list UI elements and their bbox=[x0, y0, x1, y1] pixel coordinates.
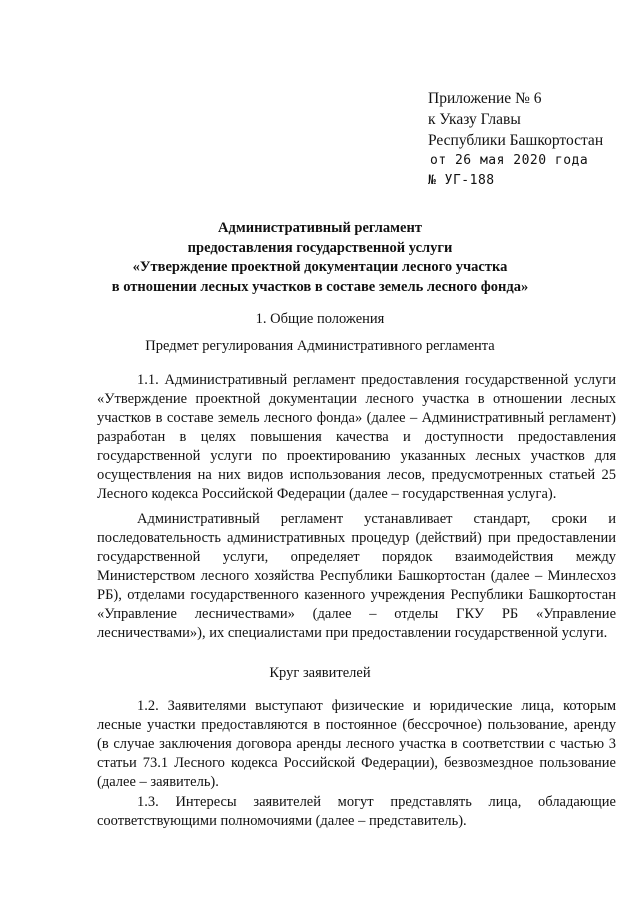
title-line-2: предоставления государственной услуги bbox=[187, 239, 453, 256]
appendix-block bbox=[428, 88, 628, 191]
document-title bbox=[40, 219, 600, 297]
subheading-applicants: Круг заявителей bbox=[269, 665, 371, 681]
paragraph-1-3: 1.3. Интересы заявителей могут представлять лица, обладающие соответствующими полномочиями (далее – представитель). bbox=[97, 794, 616, 829]
paragraph-1-2: 1.2. Заявителями выступают физические и юридические лица, которым лесные участки предоставляются в постоянное (бессрочное) пользование, аренду (в случае заключения договора аренды лесного участка в соответствии с частью 3 статьи 73.1 Лесного кодекса Российской Федерации), безвозмездное пользование (далее – заявитель). bbox=[97, 698, 616, 790]
paragraph-1-1-continued: Административный регламент устанавливает стандарт, сроки и последовательность административных процедур (действий) при предоставлении государственной услуги, определяет порядок взаимодействия между Министерством лесного хозяйства Республики Башкортостан (далее – Минлесхоз РБ), отделами государственного казенного учреждения Республики Башкортостан «Управление лесничествами» (далее – отделы ГКУ РБ «Управление лесничествами»), их специалистами при предоставлении государственной услуги. bbox=[97, 511, 616, 641]
decree-date: от 26 мая 2020 года bbox=[430, 153, 589, 168]
title-line-3: «Утверждение проектной документации лесного участка bbox=[132, 259, 508, 275]
decree-number: № УГ-188 bbox=[428, 173, 495, 188]
appendix-to-decree: к Указу Главы bbox=[428, 111, 521, 128]
appendix-number: Приложение № 6 bbox=[428, 90, 542, 107]
title-line-1: Административный регламент bbox=[218, 220, 422, 236]
subheading-subject: Предмет регулирования Административного регламента bbox=[145, 338, 495, 354]
section-heading: 1. Общие положения bbox=[255, 311, 385, 327]
appendix-republic: Республики Башкортостан bbox=[428, 132, 604, 149]
paragraph-1-1: 1.1. Административный регламент предоставления государственной услуги «Утверждение проектной документации лесного участка в отношении лесных участков в составе земель лесного фонда» (далее – Административный регламент) разработан в целях повышения качества и доступности предоставления государственной услуги по проектированию указанных лесных участков для осуществления на них видов использования лесов, предусмотренных статьей 25 Лесного кодекса Российской Федерации (далее – государственная услуга). bbox=[97, 372, 616, 502]
title-line-4: в отношении лесных участков в составе земель лесного фонда» bbox=[111, 278, 529, 295]
